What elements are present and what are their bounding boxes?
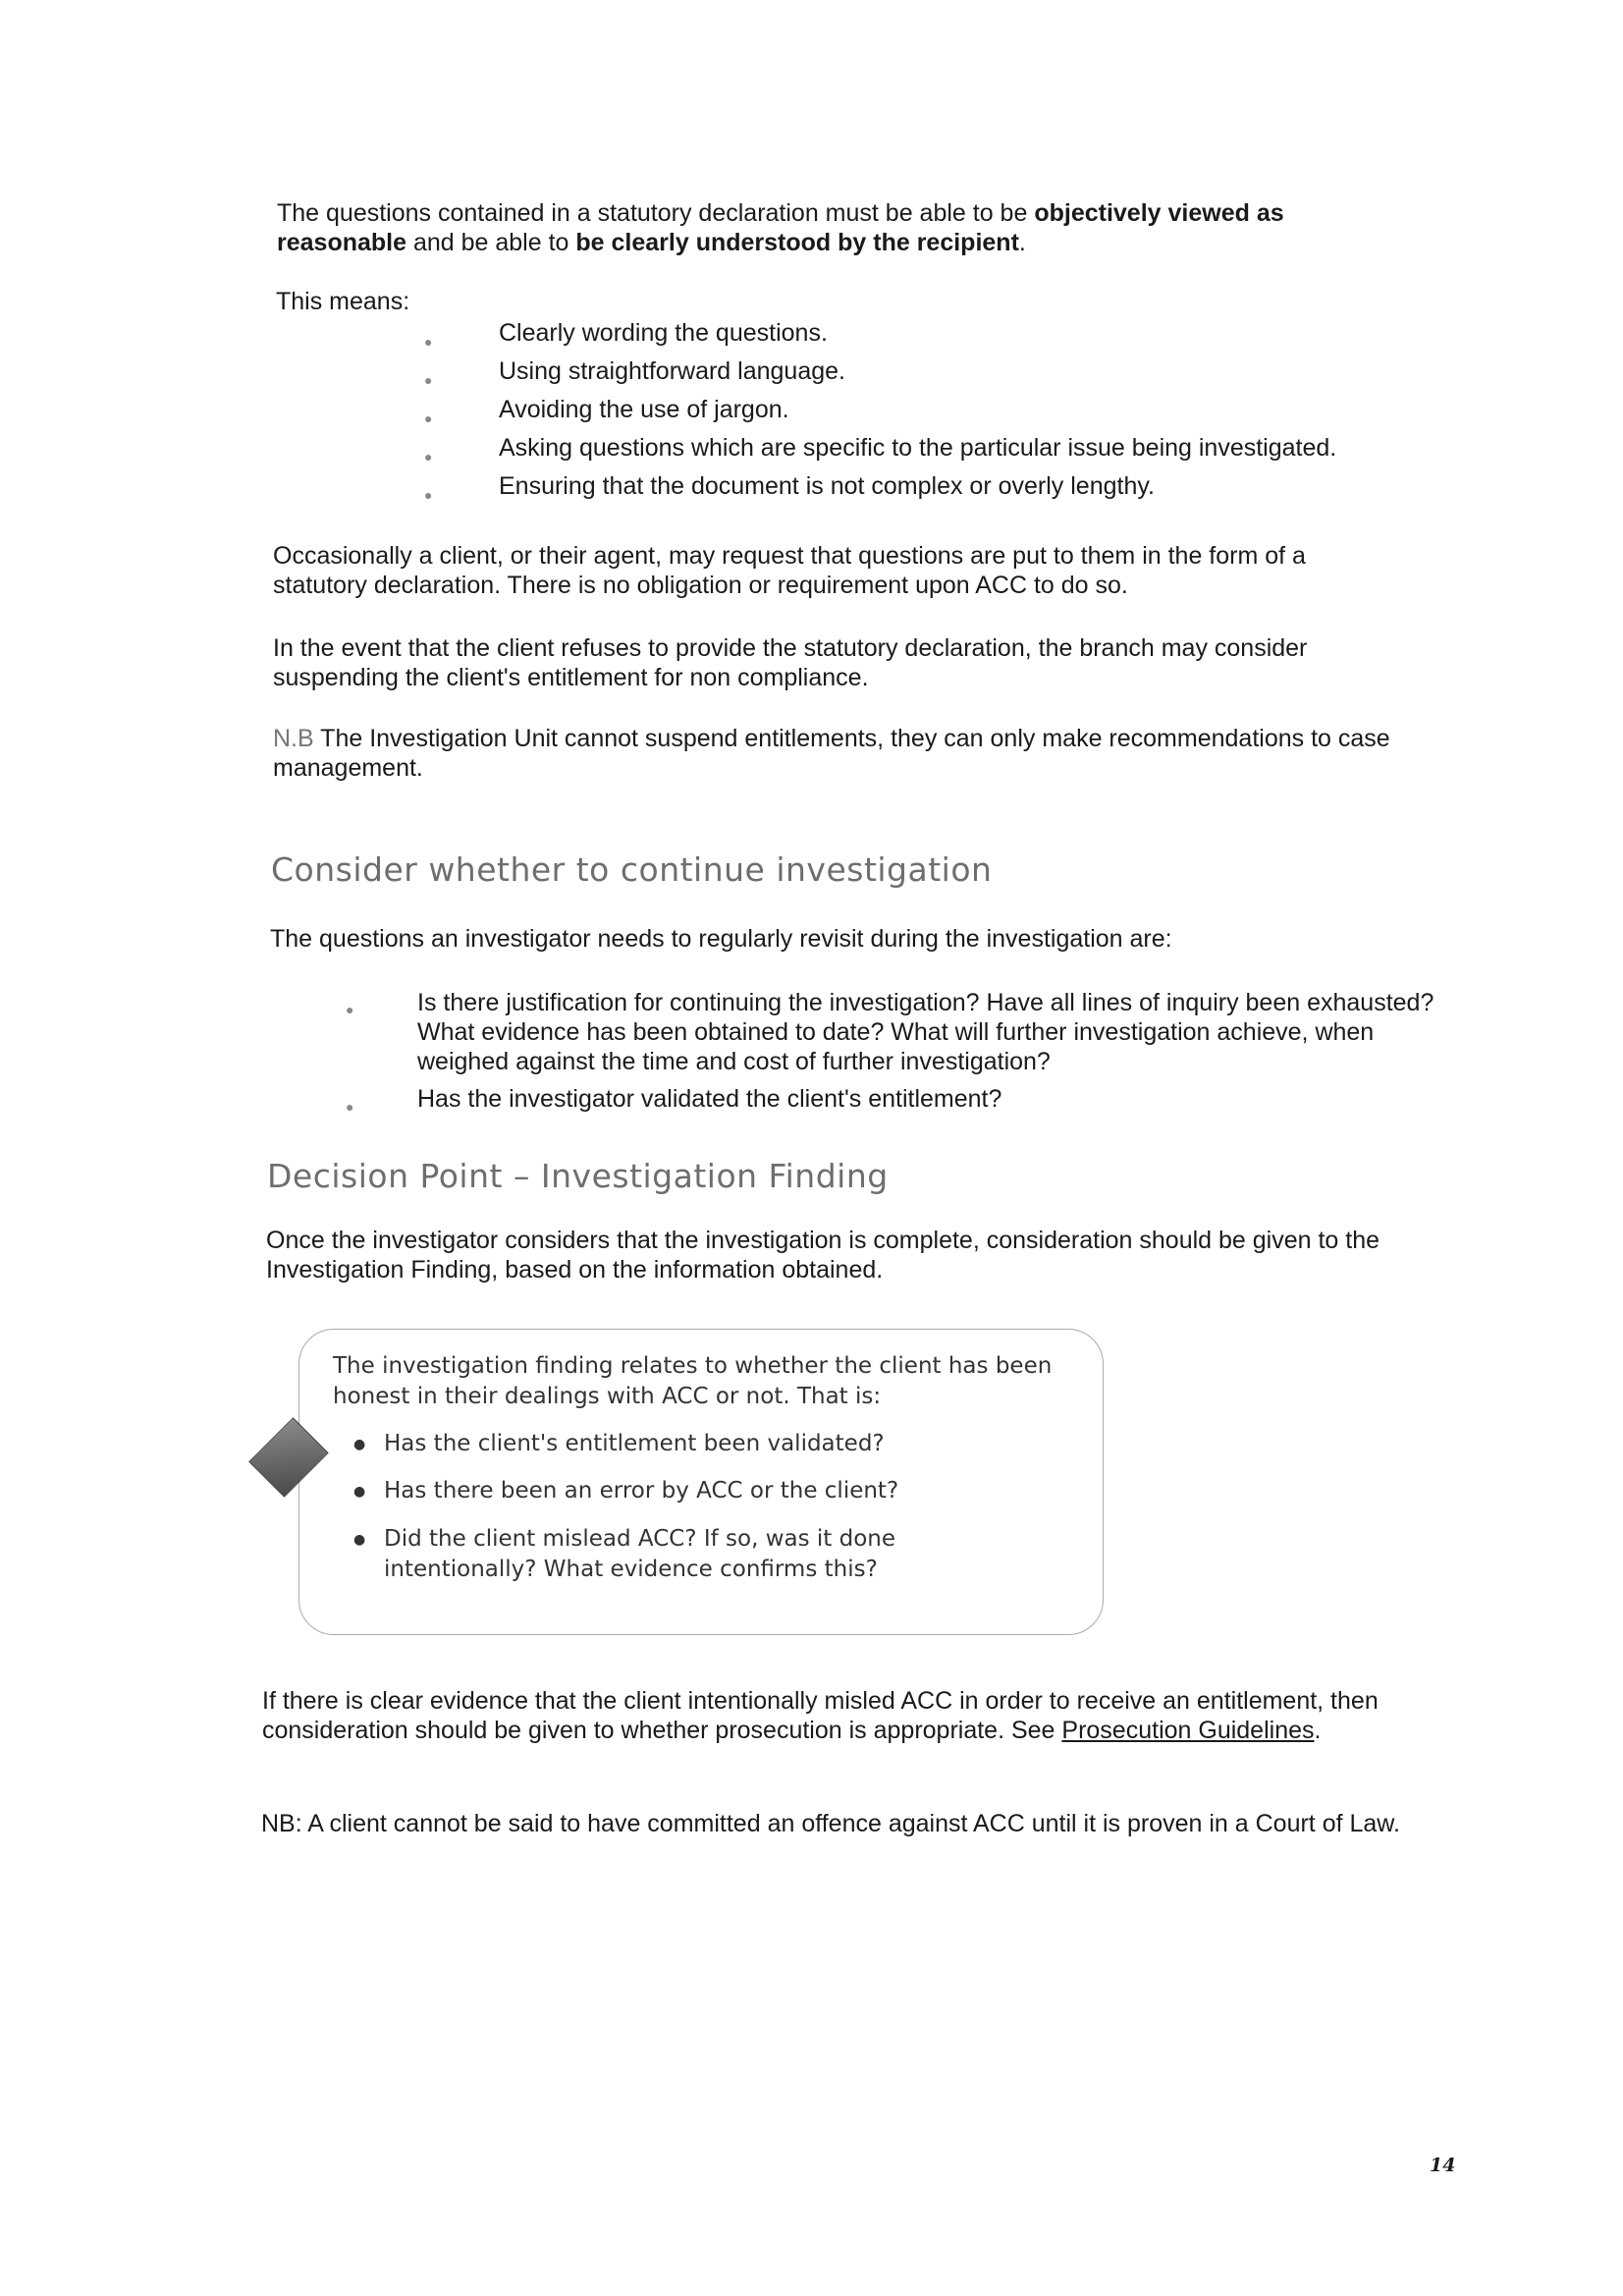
bullet-icon: ● (424, 410, 433, 426)
refusal-paragraph: In the event that the client refuses to provide the statutory declaration, the branch may consider suspending the client's entitlement for non compliance. (273, 634, 1308, 691)
nb-court-paragraph: NB: A client cannot be said to have committed an offence against ACC until it is proven in a Court of Law. (261, 1810, 1400, 1837)
text: The questions contained in a statutory declaration must be able to be (277, 199, 1035, 227)
emphasis-text: objectively viewed as reasonable (277, 199, 1284, 256)
bullet-icon: ● (424, 372, 433, 388)
list-item: Has the investigator validated the client's entitlement? (417, 1085, 1002, 1113)
text: . (1314, 1717, 1322, 1744)
bullet-icon: ● (346, 1099, 354, 1115)
emphasis-text: be clearly understood by the recipient (575, 229, 1019, 256)
bullet-icon: ● (346, 1002, 354, 1017)
bullet-icon: ● (424, 334, 433, 350)
nb-label: N.B (273, 725, 314, 752)
prosecution-guidelines-link[interactable]: Prosecution Guidelines (1061, 1717, 1315, 1744)
callout-list-item: Has the client's entitlement been validated? (384, 1431, 885, 1456)
bullet-icon: ● (353, 1484, 366, 1500)
nb-paragraph (273, 724, 1412, 783)
section-intro: The questions an investigator needs to regularly revisit during the investigation are: (270, 925, 1172, 953)
callout-list-item: Did the client mislead ACC? If so, was it done intentionally? What evidence confirms this? (384, 1526, 896, 1582)
statutory-declaration-paragraph (277, 198, 1396, 257)
list-item: Avoiding the use of jargon. (499, 396, 789, 423)
list-item: Ensuring that the document is not complex or overly lengthy. (499, 472, 1155, 500)
list-item: Clearly wording the questions. (499, 319, 828, 347)
bullet-icon: ● (353, 1532, 366, 1548)
section-intro: Once the investigator considers that the investigation is complete, consideration should be given to the Investigation Finding, based on the information obtained. (266, 1227, 1380, 1284)
bullet-icon: ● (424, 487, 433, 503)
text: . (1018, 229, 1026, 256)
page-number: 14 (1430, 2155, 1456, 2176)
text: and be able to (406, 229, 576, 256)
this-means-label: This means: (276, 288, 410, 315)
list-item: Using straightforward language. (499, 357, 845, 385)
callout-list-item: Has there been an error by ACC or the client? (384, 1478, 899, 1503)
bullet-icon: ● (353, 1437, 366, 1452)
list-item: Asking questions which are specific to the particular issue being investigated. (499, 434, 1337, 462)
bullet-icon: ● (424, 449, 433, 465)
agent-request-paragraph: Occasionally a client, or their agent, may request that questions are put to them in the form of a statutory declaration. There is no obligation or requirement upon ACC to do so. (273, 542, 1306, 599)
section-heading-continue-investigation: Consider whether to continue investigation (271, 850, 993, 889)
text: If there is clear evidence that the client intentionally misled ACC in order to receive an entitlement, then consideration should be given to whether prosecution is appropriate. See (262, 1687, 1379, 1744)
text: The Investigation Unit cannot suspend entitlements, they can only make recommendations to case management. (273, 725, 1390, 782)
prosecution-paragraph (262, 1686, 1411, 1745)
list-item: Is there justification for continuing the investigation? Have all lines of inquiry been exhausted? What evidence has been obtained to date? What will further investigation achieve, when weighed against the time and cost of further investigation? (417, 989, 1434, 1075)
section-heading-decision-point: Decision Point – Investigation Finding (267, 1157, 889, 1195)
callout-text: The investigation finding relates to whether the client has been honest in their dealings with ACC or not. That is: (333, 1353, 1053, 1409)
